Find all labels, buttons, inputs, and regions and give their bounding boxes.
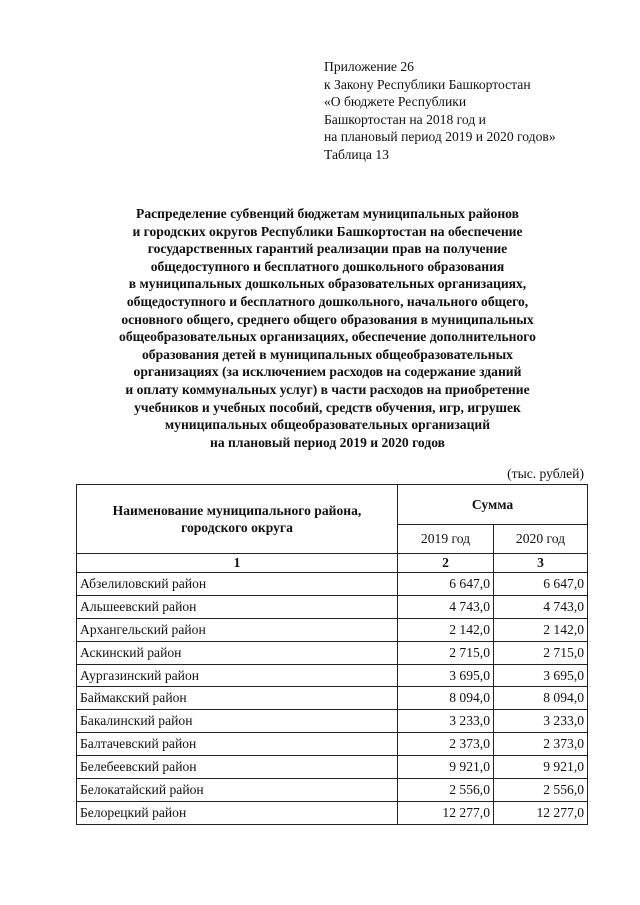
- header-name-line: городского округа: [181, 520, 293, 535]
- table-row: [77, 756, 588, 779]
- title-line: общедоступного и бесплатного дошкольного образования: [150, 258, 505, 274]
- district-name: Архангельский район: [77, 618, 398, 641]
- appendix-line: на плановый период 2019 и 2020 годов»: [324, 129, 556, 145]
- amount-2019: 2 715,0: [398, 641, 494, 664]
- title-line: Распределение субвенций бюджетам муниципальных районов: [136, 206, 519, 221]
- header-sum: Сумма: [398, 485, 588, 525]
- column-number: 2: [398, 554, 494, 573]
- title-line: основного общего, среднего общего образования в муниципальных: [121, 311, 534, 327]
- header-district-name: [77, 485, 398, 554]
- title-line: на плановый период 2019 и 2020 годов: [209, 434, 446, 450]
- amount-2019: 4 743,0: [398, 595, 494, 618]
- subventions-table: [76, 484, 588, 825]
- header-name-line: Наименование муниципального района,: [112, 503, 362, 518]
- district-name: Аскинский район: [77, 641, 398, 664]
- title-line: учебников и учебных пособий, средств обучения, игр, игрушек: [134, 399, 521, 415]
- amount-2020: 3 233,0: [494, 710, 588, 733]
- column-number: 1: [77, 554, 398, 573]
- column-number: 3: [494, 554, 588, 573]
- amount-2020: 3 695,0: [494, 664, 588, 687]
- title-line: образования детей в муниципальных общеобразовательных: [142, 346, 513, 362]
- amount-2019: 8 094,0: [398, 687, 494, 710]
- district-name: Белебеевский район: [77, 756, 398, 779]
- units-label: (тыс. рублей): [507, 466, 584, 481]
- header-year-2020: 2020 год: [494, 525, 588, 554]
- table-row: [77, 595, 588, 618]
- document-title: [40, 205, 615, 451]
- table-row: [77, 779, 588, 802]
- district-name: Баймакский район: [77, 687, 398, 710]
- district-name: Белокатайский район: [77, 779, 398, 802]
- table-row: [77, 573, 588, 596]
- title-line: организациях (за исключением расходов на содержание зданий: [133, 364, 522, 380]
- amount-2019: 3 695,0: [398, 664, 494, 687]
- amount-2020: 6 647,0: [494, 573, 588, 596]
- amount-2020: 2 556,0: [494, 779, 588, 802]
- amount-2020: 8 094,0: [494, 687, 588, 710]
- amount-2019: 2 142,0: [398, 618, 494, 641]
- appendix-line: Приложение 26: [324, 59, 414, 74]
- table-row: [77, 801, 588, 824]
- amount-2019: 3 233,0: [398, 710, 494, 733]
- district-name: Бакалинский район: [77, 710, 398, 733]
- district-name: Белорецкий район: [77, 801, 398, 824]
- title-line: общеобразовательных организациях, обеспечение дополнительного: [119, 329, 536, 345]
- amount-2019: 6 647,0: [398, 573, 494, 596]
- title-line: и оплату коммунальных услуг) в части расходов на приобретение: [125, 381, 530, 397]
- district-name: Балтачевский район: [77, 733, 398, 756]
- amount-2020: 4 743,0: [494, 595, 588, 618]
- title-line: муниципальных общеобразовательных организаций: [164, 417, 491, 433]
- appendix-line: «О бюджете Республики: [324, 94, 467, 110]
- title-line: и городских округов Республики Башкортостан на обеспечение: [132, 223, 523, 239]
- amount-2020: 2 715,0: [494, 641, 588, 664]
- table-row: [77, 618, 588, 641]
- table-row: [77, 710, 588, 733]
- title-line: общедоступного и бесплатного дошкольного, начального общего,: [126, 293, 529, 309]
- amount-2020: 9 921,0: [494, 756, 588, 779]
- amount-2019: 9 921,0: [398, 756, 494, 779]
- table-row: [77, 733, 588, 756]
- appendix-line: Таблица 13: [324, 146, 389, 162]
- district-name: Альшеевский район: [77, 595, 398, 618]
- district-name: Абзелиловский район: [77, 573, 398, 596]
- appendix-reference: [324, 58, 624, 164]
- table-row: [77, 664, 588, 687]
- table-row: [77, 687, 588, 710]
- amount-2020: 12 277,0: [494, 801, 588, 824]
- district-name: Аургазинский район: [77, 664, 398, 687]
- table-row: [77, 641, 588, 664]
- appendix-line: к Закону Республики Башкортостан: [324, 76, 531, 92]
- amount-2019: 12 277,0: [398, 801, 494, 824]
- appendix-line: Башкортостан на 2018 год и: [324, 111, 486, 127]
- amount-2019: 2 373,0: [398, 733, 494, 756]
- title-line: в муниципальных дошкольных образовательных организациях,: [128, 276, 527, 292]
- amount-2019: 2 556,0: [398, 779, 494, 802]
- header-year-2019: 2019 год: [398, 525, 494, 554]
- title-line: государственных гарантий реализации прав на получение: [147, 241, 508, 257]
- amount-2020: 2 142,0: [494, 618, 588, 641]
- amount-2020: 2 373,0: [494, 733, 588, 756]
